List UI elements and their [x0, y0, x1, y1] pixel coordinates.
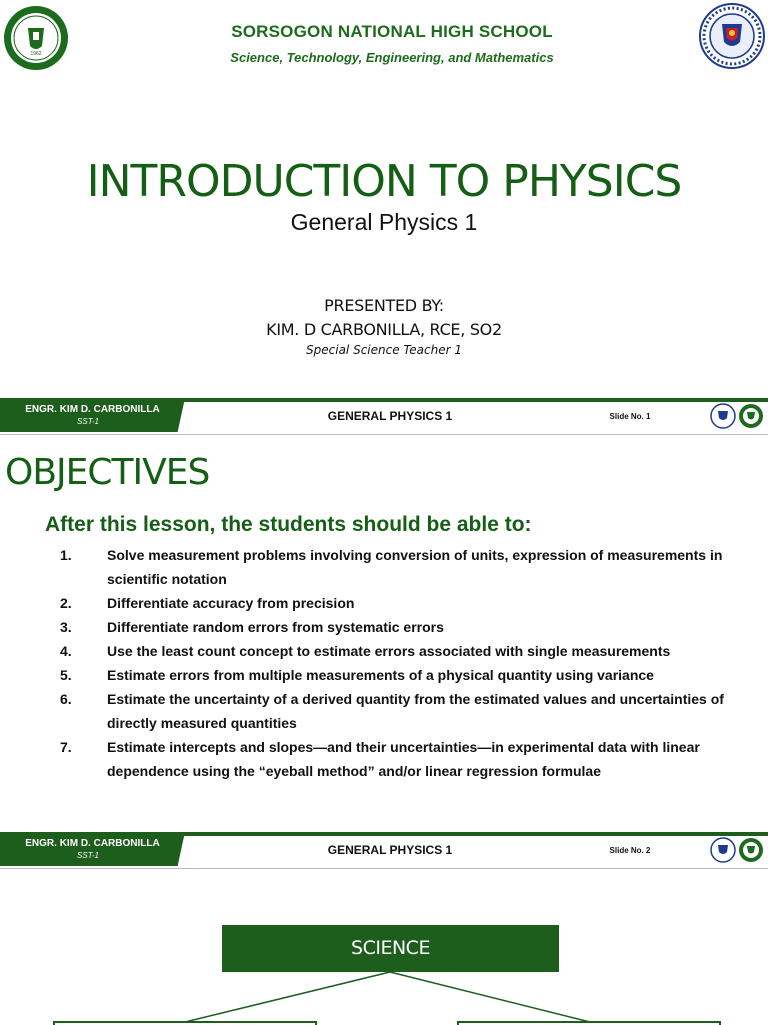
slide-2: [0, 434, 768, 868]
list-item: [0, 591, 768, 615]
slide-3: [0, 868, 768, 1025]
list-text: Use the least count concept to estimate errors associated with single measurements: [107, 643, 671, 659]
deped-seal-icon: [698, 2, 766, 70]
list-number: 3.: [60, 619, 72, 635]
slide-footer: [0, 832, 768, 868]
list-text: Differentiate accuracy from precision: [107, 595, 355, 611]
list-text: Estimate errors from multiple measurements of a physical quantity using variance: [107, 667, 654, 683]
list-item: [0, 663, 768, 687]
slide-subtitle: General Physics 1: [290, 209, 478, 235]
school-seal-small-icon: [738, 403, 764, 429]
list-item: [0, 615, 768, 639]
list-text: Differentiate random errors from systematic errors: [107, 619, 444, 635]
objectives-heading: OBJECTIVES: [5, 452, 210, 493]
footer-author-title: SST-1: [77, 417, 99, 426]
deped-seal-small-icon: [710, 403, 736, 429]
objectives-lead: After this lesson, the students should be able to:: [45, 513, 532, 536]
list-item: [0, 735, 768, 783]
list-number: 6.: [60, 691, 72, 707]
footer-course: GENERAL PHYSICS 1: [327, 843, 453, 857]
footer-course: GENERAL PHYSICS 1: [327, 409, 453, 423]
science-box: SCIENCE: [222, 925, 559, 972]
presenter-name: KIM. D CARBONILLA, RCE, SO2: [266, 320, 502, 339]
footer-slide-number: Slide No. 1: [609, 412, 651, 421]
school-name: SORSOGON NATIONAL HIGH SCHOOL: [231, 22, 553, 41]
deped-seal-small-icon: [710, 837, 736, 863]
list-number: 2.: [60, 595, 72, 611]
list-text: Estimate intercepts and slopes—and their uncertainties—in experimental data with linear dependence using the “eyeball method” and/or linear regression formulae: [107, 739, 700, 779]
list-item: [0, 639, 768, 663]
presenter-role: Special Science Teacher 1: [306, 343, 462, 357]
list-number: 1.: [60, 547, 72, 563]
presented-by-label: PRESENTED BY:: [324, 296, 444, 315]
footer-author: ENGR. KIM D. CARBONILLA: [25, 404, 160, 415]
list-number: 4.: [60, 643, 72, 659]
slide-title: INTRODUCTION TO PHYSICS: [86, 156, 682, 207]
list-number: 5.: [60, 667, 72, 683]
list-item: [0, 687, 768, 735]
list-item: [0, 543, 768, 591]
school-seal-small-icon: [738, 837, 764, 863]
list-text: Solve measurement problems involving conversion of units, expression of measurements in scientific notation: [107, 547, 723, 587]
footer-slide-number: Slide No. 2: [609, 846, 651, 855]
slide-footer: [0, 398, 768, 434]
seal-year: 1962: [30, 51, 42, 57]
school-subtitle: Science, Technology, Engineering, and Mathematics: [230, 50, 554, 65]
footer-author: ENGR. KIM D. CARBONILLA: [25, 838, 160, 849]
footer-author-title: SST-1: [77, 851, 99, 860]
objectives-list: [0, 543, 768, 783]
list-number: 7.: [60, 739, 72, 755]
list-text: Estimate the uncertainty of a derived quantity from the estimated values and uncertainties of directly measured quantities: [107, 691, 724, 731]
slide-1: [0, 0, 768, 434]
